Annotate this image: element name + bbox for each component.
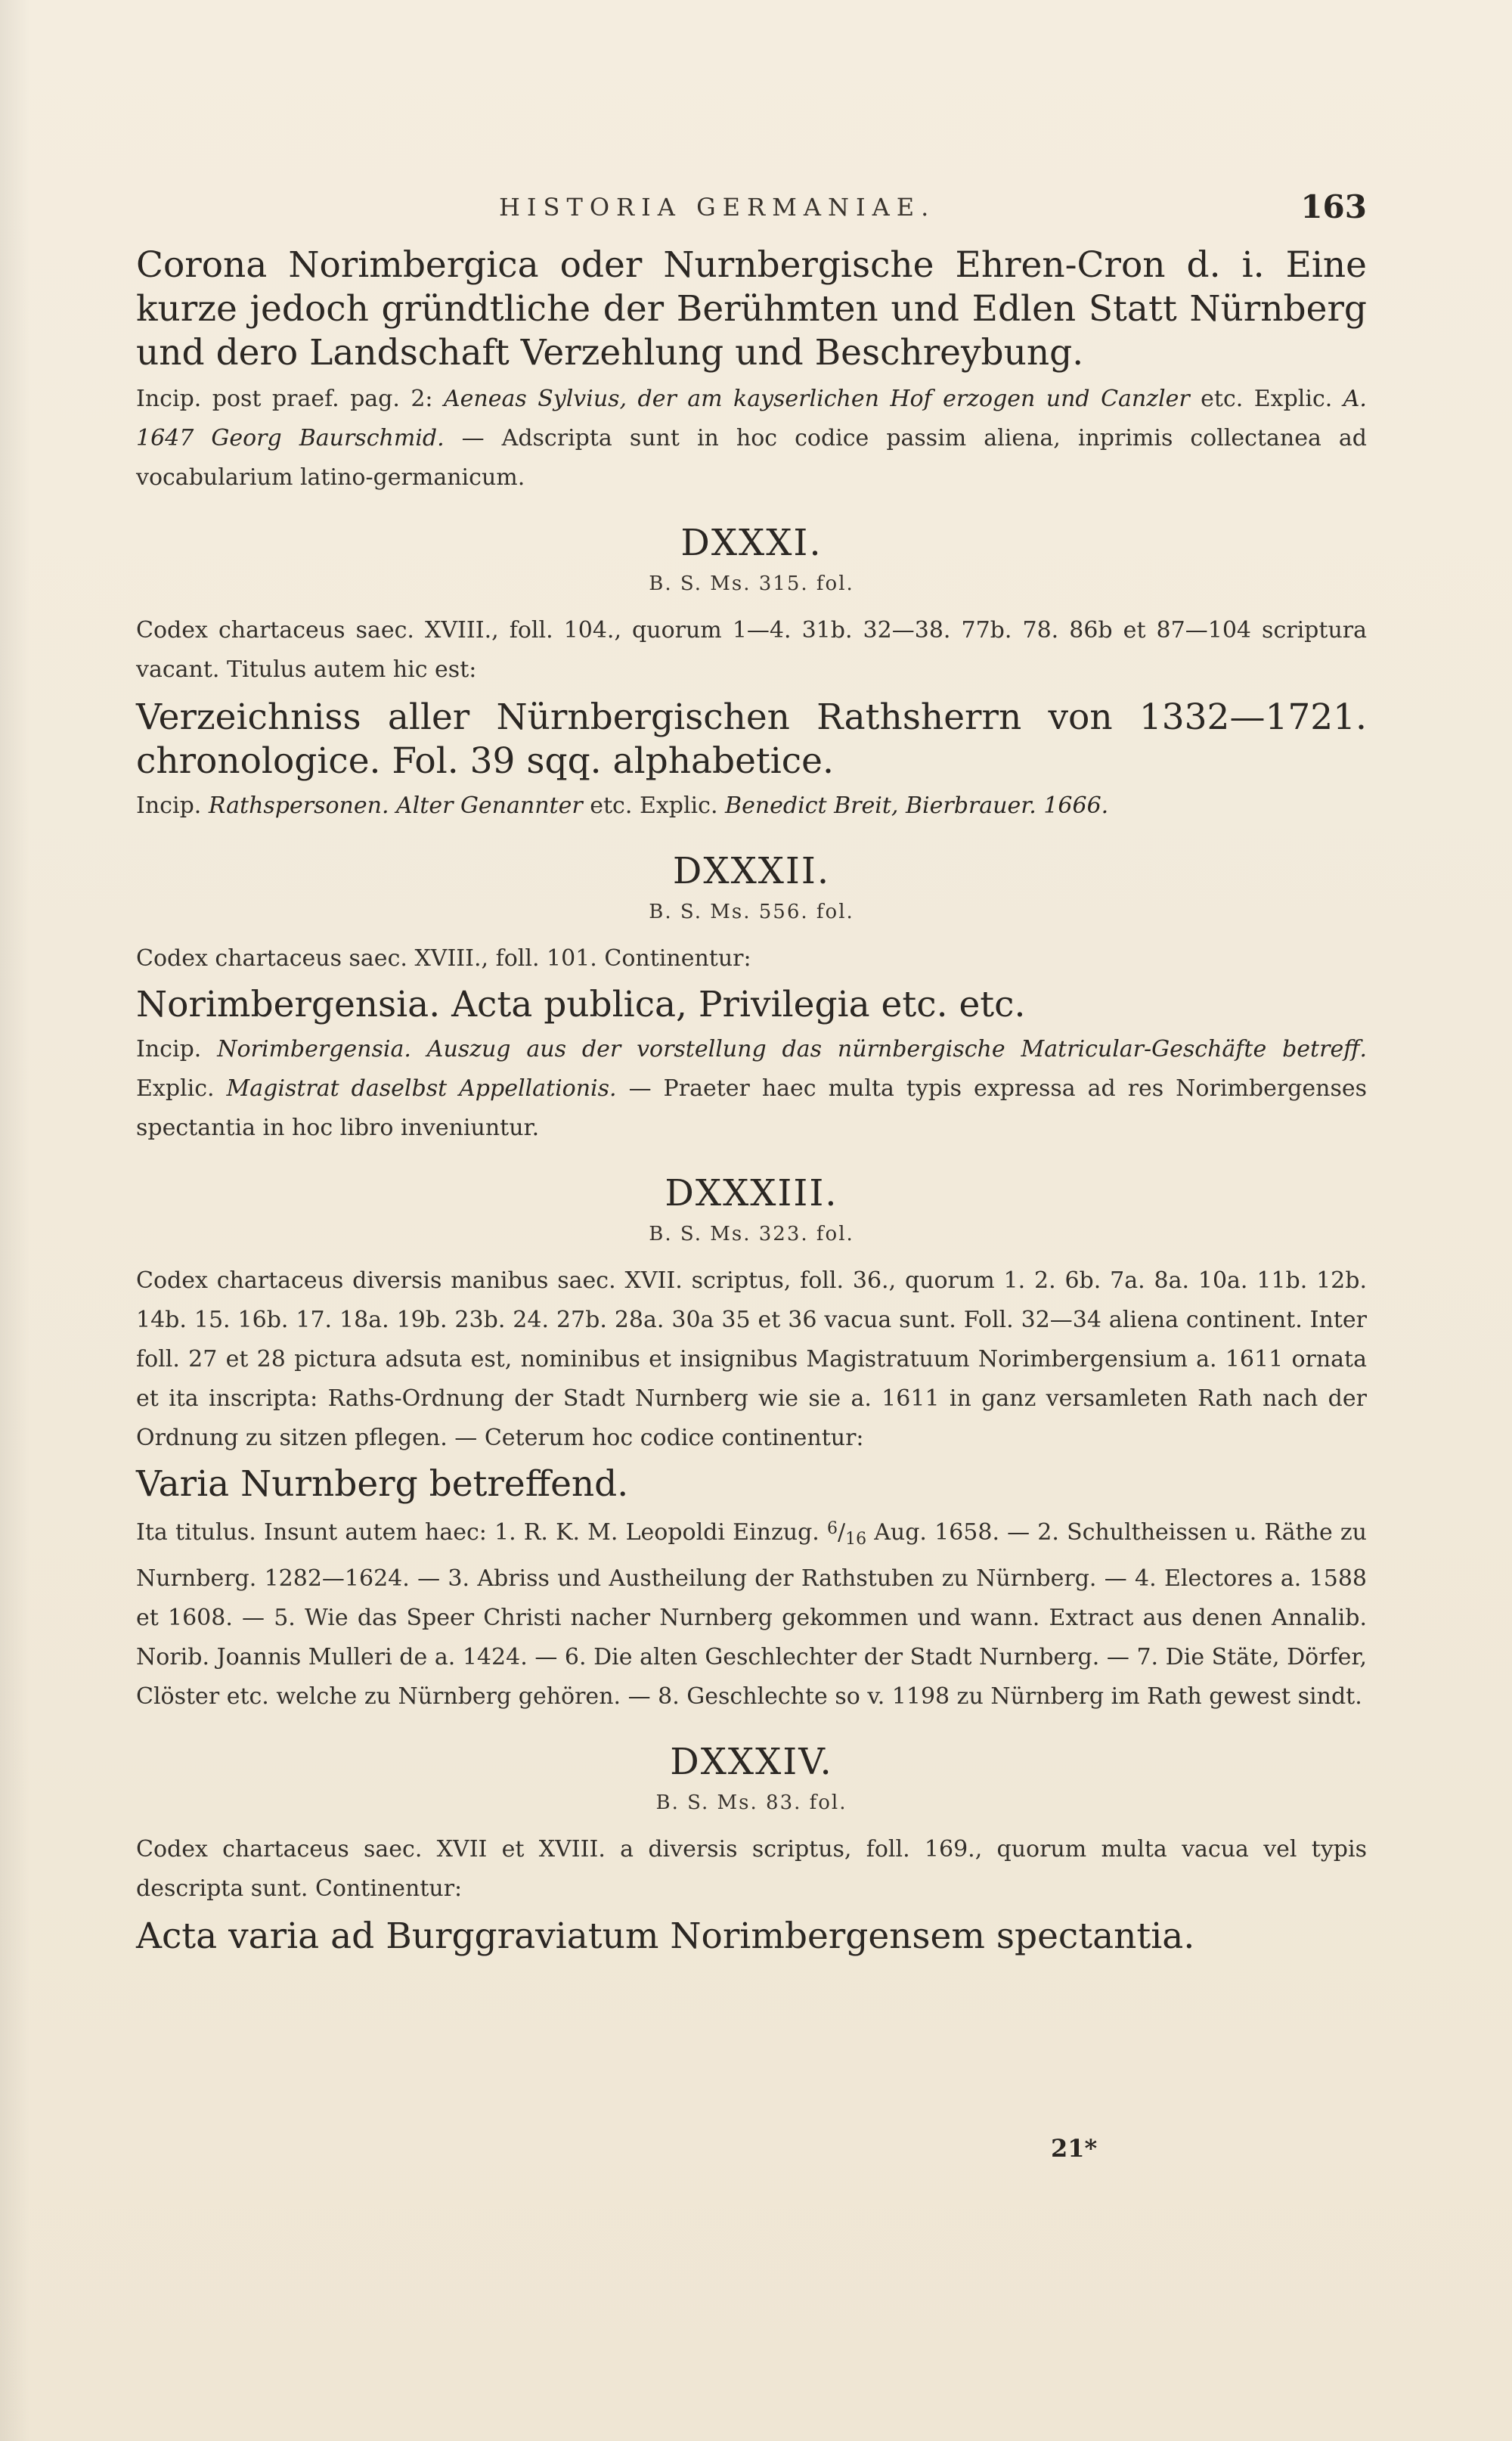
- entry-numeral: DXXXI.: [680, 522, 823, 564]
- explic-text: Magistrat daselbst Appellationis.: [226, 1075, 617, 1102]
- codex-description: Codex chartaceus saec. XVIII., foll. 104., quorum 1—4. 31b. 32—38. 77b. 78. 86b et 87—104 scriptura vacant. Titulus autem hic est:: [136, 617, 1367, 683]
- page-body: [136, 243, 1367, 1959]
- fraction-numerator: 6: [826, 1519, 838, 1538]
- entry-title: Varia Nurnberg betreffend.: [136, 1463, 629, 1505]
- incipit-explicit: [136, 1030, 1367, 1148]
- incip-label: Incip. post praef. pag. 2:: [136, 386, 433, 412]
- explic-label: Explic.: [1253, 386, 1333, 412]
- shelfmark: B. S. Ms. 556. fol.: [649, 901, 854, 923]
- incip-label: Incip.: [136, 792, 202, 819]
- signature-mark: 21*: [1051, 2134, 1098, 2163]
- incip-tail: etc.: [590, 792, 633, 819]
- entry-title: Acta varia ad Burggraviatum Norimbergensem spectantia.: [136, 1915, 1195, 1957]
- entry-title: Verzeichniss aller Nürnbergischen Rathsherrn von 1332—1721. chronologice. Fol. 39 sqq. alphabetice.: [136, 696, 1367, 782]
- fraction-denominator: 16: [845, 1530, 867, 1549]
- entry-title: Corona Norimbergica oder Nurnbergische Ehren-Cron d. i. Eine kurze jedoch gründtliche der Berühmten und Edlen Statt Nürnberg und dero Landschaft Verzehlung und Beschreybung.: [136, 244, 1367, 374]
- codex-description: Codex chartaceus diversis manibus saec. XVII. scriptus, foll. 36., quorum 1. 2. 6b. 7a. 8a. 10a. 11b. 12b. 14b. 15. 16b. 17. 18a. 19b. 23b. 24. 27b. 28a. 30a 35 et 36 vacua sunt. Foll. 32—34 aliena continent. Inter foll. 27 et 28 pictura adsuta est, nominibus et insignibus Magistratuum Norimbergensium a. 1611 ornata et ita inscripta: Raths-Ordnung der Stadt Nurnberg wie sie a. 1611 in ganz versamleten Rath nach der Ordnung zu sitzen pflegen. — Ceterum hoc codice continentur:: [136, 1267, 1367, 1451]
- contents-part-b: Aug. 1658. — 2. Schultheissen u. Räthe zu Nurnberg. 1282—1624. — 3. Abriss und Austheilung der Rathstuben zu Nürnberg. — 4. Electores a. 1588 et 1608. — 5. Wie das Speer Christi nacher Nurnberg gekommen und wann. Extract aus denen Annalib. Norib. Joannis Mulleri de a. 1424. — 6. Die alten Geschlechter der Stadt Nurnberg. — 7. Die Stäte, Dörfer, Clöster etc. welche zu Nürnberg gehören. — 8. Geschlechte so v. 1198 zu Nürnberg im Rath gewest sindt.: [136, 1519, 1367, 1710]
- entry-numeral: DXXXIII.: [665, 1172, 838, 1214]
- entry-title: Norimbergensia. Acta publica, Privilegia etc. etc.: [136, 984, 1026, 1025]
- explic-text: A. 1647 Georg Baurschmid.: [136, 386, 1367, 451]
- entry-numeral: DXXXII.: [672, 850, 831, 892]
- incip-text: Norimbergensia. Auszug aus der vorstellung das nürnbergische Matricular-Geschäfte betreff.: [217, 1036, 1367, 1062]
- explic-label: Explic.: [136, 1075, 215, 1102]
- page-number: 163: [1300, 188, 1367, 225]
- running-title: HISTORIA GERMANIAE.: [499, 193, 936, 222]
- codex-description: Codex chartaceus saec. XVII et XVIII. a diversis scriptus, foll. 169., quorum multa vacua vel typis descripta sunt. Continentur:: [136, 1836, 1367, 1902]
- entry-note: — Praeter haec multa typis expressa ad res Norimbergenses spectantia in hoc libro inveniuntur.: [136, 1075, 1367, 1141]
- shelfmark: B. S. Ms. 83. fol.: [655, 1791, 847, 1814]
- explic-text: Benedict Breit, Bierbrauer. 1666.: [725, 792, 1109, 819]
- incipit-explicit: [136, 380, 1367, 498]
- entry-note: — Adscripta sunt in hoc codice passim aliena, inprimis collectanea ad vocabularium latino-germanicum.: [136, 425, 1367, 491]
- shelfmark: B. S. Ms. 315. fol.: [649, 572, 854, 595]
- entry-numeral: DXXXIV.: [670, 1741, 833, 1783]
- incip-tail: etc.: [1201, 386, 1244, 412]
- incip-text: Rathspersonen. Alter Genannter: [208, 792, 583, 819]
- shelfmark: B. S. Ms. 323. fol.: [649, 1223, 854, 1245]
- explic-label: Explic.: [639, 792, 718, 819]
- gutter-shadow: [0, 0, 30, 2441]
- incip-text: Aeneas Sylvius, der am kayserlichen Hof erzogen und Canzler: [443, 386, 1190, 412]
- contents-part-a: Ita titulus. Insunt autem haec: 1. R. K. M. Leopoldi Einzug.: [136, 1519, 820, 1546]
- incipit-explicit: [136, 786, 1367, 826]
- contents-list: Ita titulus. Insunt autem haec: 1. R. K. M. Leopoldi Einzug. $^6/_{16}$ Aug. 1658. — 2. Schultheissen u. Räthe zu Nurnberg. 1282—1624. — 3. Abriss und Austheilung der Rathstuben zu Nürnberg. — 4. Electores a. 1588 et 1608. — 5. Wie das Speer Christi nacher Nurnberg gekommen und wann. Extract aus denen Annalib. Norib. Joannis Mulleri de a. 1424. — 6. Die alten Geschlechter der Stadt Nurnberg. — 7. Die Stäte, Dörfer, Clöster etc. welche zu Nürnberg gehören. — 8. Geschlechte so v. 1198 zu Nürnberg im Rath gewest sindt.: [136, 1519, 1367, 1710]
- incip-label: Incip.: [136, 1036, 202, 1062]
- page-header: [136, 188, 1367, 231]
- codex-description: Codex chartaceus saec. XVIII., foll. 101. Continentur:: [136, 945, 751, 972]
